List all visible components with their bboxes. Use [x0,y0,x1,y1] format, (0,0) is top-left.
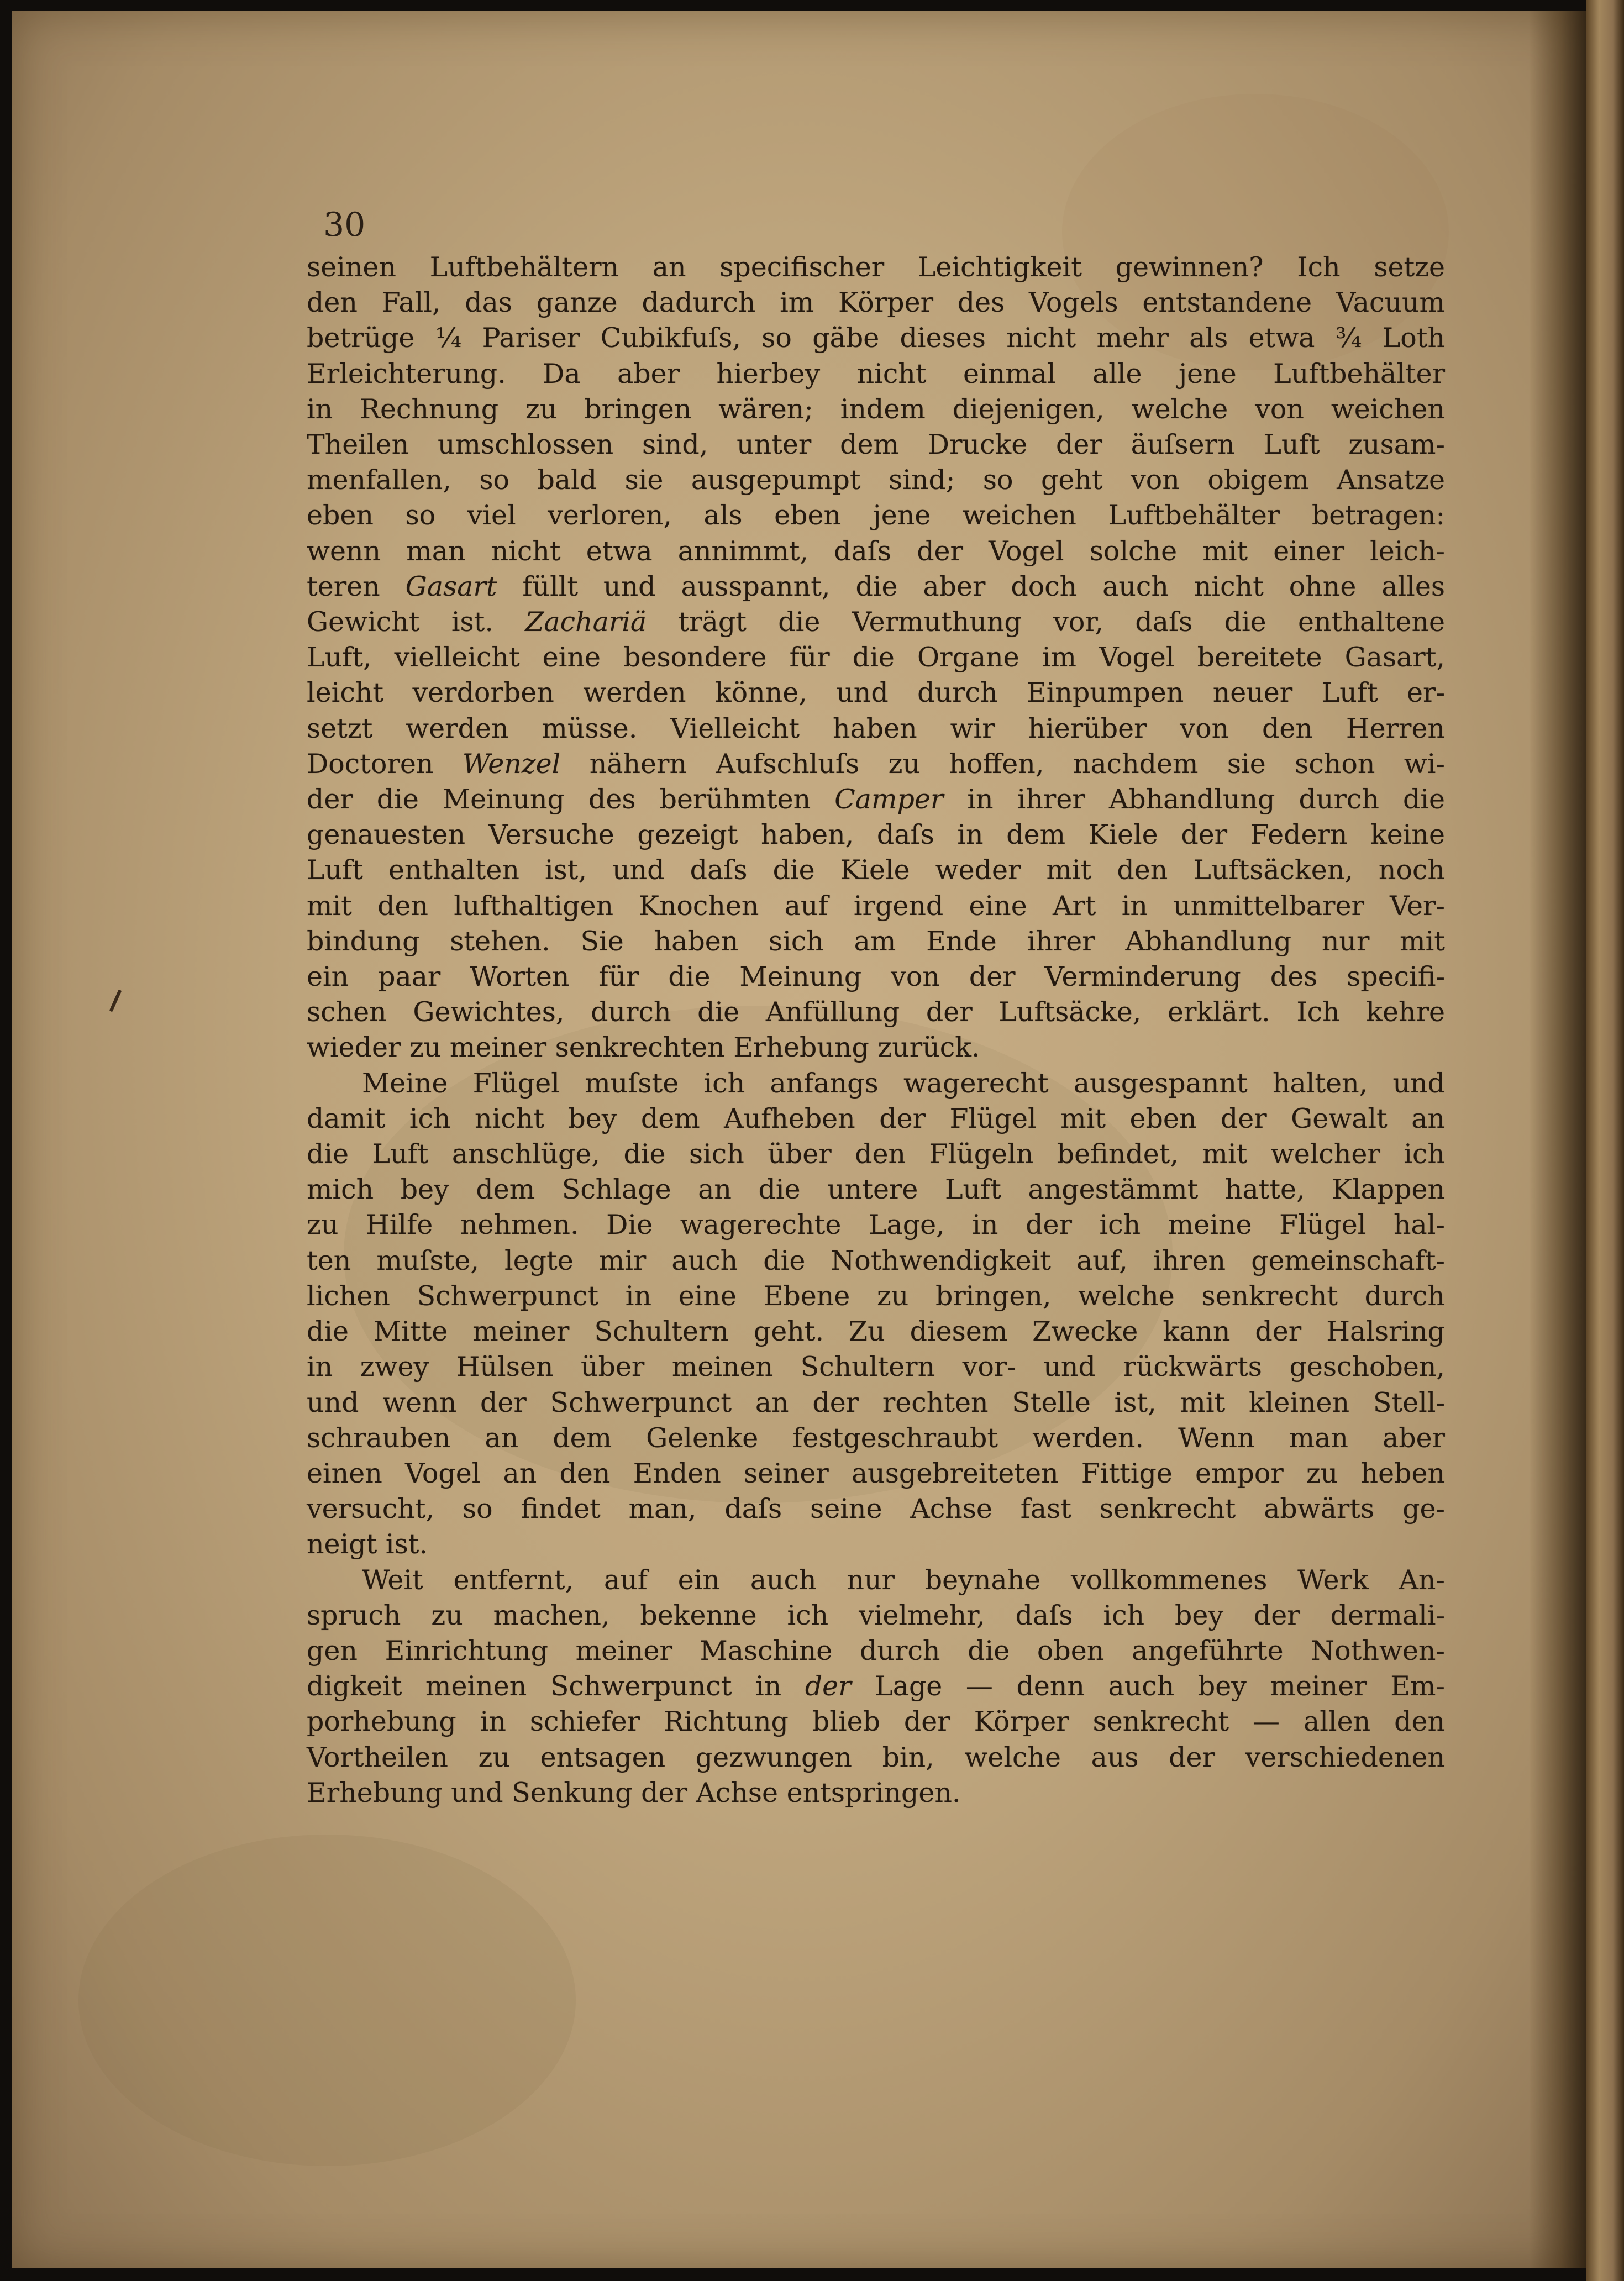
text-segment: teren [307,570,406,602]
text-segment: damit ich nicht bey dem Aufheben der Flügel mit eben der Gewalt an [307,1102,1445,1134]
text-line [307,534,1445,569]
text-segment: bindung stehen. Sie haben sich am Ende ihrer Abhandlung nur mit [307,925,1445,957]
text-line [307,817,1445,853]
text-line [307,569,1445,605]
text-line [307,1563,1445,1598]
text-line [307,1137,1445,1172]
text-segment: füllt und ausspannt, die aber doch auch nicht ohne alles [497,570,1445,602]
text-line [307,1243,1445,1279]
body-text [307,250,1445,1811]
text-line [307,1775,1445,1811]
text-segment: gen Einrichtung meiner Maschine durch die oben angeführte Nothwen- [307,1634,1445,1667]
text-line [307,1101,1445,1137]
text-segment: wenn man nicht etwa annimmt, daſs der Vogel solche mit einer leich- [307,535,1445,567]
text-segment: porhebung in schiefer Richtung blieb der Körper senkrecht — allen den [307,1706,1445,1738]
text-segment: neigt ist. [307,1528,428,1560]
text-segment: in ihrer Abhandlung durch die [943,784,1446,816]
text-line [307,250,1445,285]
text-line [307,1491,1445,1527]
text-line [307,1385,1445,1421]
text-line [307,320,1445,356]
text-segment: Vortheilen zu entsagen gezwungen bin, welche aus der verschiedenen [307,1741,1445,1773]
italic-name: Gasart [405,570,497,602]
text-segment: Meine Flügel muſste ich anfangs wagerecht ausgespannt halten, und [362,1067,1445,1099]
text-line [307,1349,1445,1385]
text-line [307,1527,1445,1562]
text-segment: Weit entfernt, auf ein auch nur beynahe vollkommenes Werk An- [362,1564,1445,1596]
text-line [307,640,1445,675]
text-segment: ten muſste, legte mir auch die Nothwendigkeit auf, ihren gemeinschaft- [307,1244,1445,1276]
text-line [307,1669,1445,1704]
text-segment: menfallen, so bald sie ausgepumpt sind; so geht von obigem Ansatze [307,464,1445,496]
text-line [307,1598,1445,1633]
text-segment: schen Gewichtes, durch die Anfüllung der Luftsäcke, erklärt. Ich kehre [307,996,1445,1028]
text-segment: spruch zu machen, bekenne ich vielmehr, daſs ich bey der dermali- [307,1599,1445,1631]
text-segment: wieder zu meiner senkrechten Erhebung zurück. [307,1032,980,1064]
text-line [307,427,1445,462]
text-line [307,392,1445,427]
text-line [307,782,1445,817]
text-line [307,675,1445,711]
text-line [307,959,1445,995]
text-segment: ein paar Worten für die Meinung von der Verminderung des specifi- [307,961,1445,993]
text-line [307,1456,1445,1491]
page-number: 30 [323,206,366,244]
text-line [307,462,1445,498]
text-segment: Luft, vielleicht eine besondere für die Organe im Vogel bereitete Gasart, [307,642,1445,674]
text-line [307,605,1445,640]
text-line [307,1030,1445,1065]
text-segment: Doctoren [307,748,463,780]
text-segment: digkeit meinen Schwerpunct in [307,1670,805,1702]
text-line [307,1314,1445,1349]
text-segment: die Mitte meiner Schultern geht. Zu diesem Zwecke kann der Halsring [307,1316,1445,1348]
text-segment: eben so viel verloren, als eben jene weichen Luftbehälter betragen: [307,500,1445,532]
text-segment: zu Hilfe nehmen. Die wagerechte Lage, in der ich meine Flügel hal- [307,1209,1445,1241]
text-line [307,747,1445,782]
text-segment: die Luft anschlüge, die sich über den Flügeln befindet, mit welcher ich [307,1138,1445,1170]
text-line [307,1207,1445,1243]
text-line [307,924,1445,959]
text-segment: in Rechnung zu bringen wären; indem diejenigen, welche von weichen [307,393,1445,425]
text-segment: schrauben an dem Gelenke festgeschraubt werden. Wenn man aber [307,1422,1445,1454]
text-segment: lichen Schwerpunct in eine Ebene zu bringen, welche senkrecht durch [307,1280,1445,1312]
italic-name: Wenzel [462,748,561,780]
text-segment: setzt werden müsse. Vielleicht haben wir hierüber von den Herren [307,712,1445,744]
text-line [307,1421,1445,1456]
text-segment: trägt die Vermuthung vor, daſs die enthaltene [647,606,1445,638]
italic-name: Zachariä [525,606,647,638]
text-segment: genauesten Versuche gezeigt haben, daſs in dem Kiele der Federn keine [307,819,1445,851]
paper-stain [78,1835,576,2166]
text-segment: Gewicht ist. [307,606,525,638]
italic-name: Camper [834,784,944,816]
text-segment: der die Meinung des berühmten [307,784,835,816]
text-segment: Erhebung und Senkung der Achse entspringen. [307,1777,961,1809]
text-line [307,1066,1445,1101]
text-line [307,1704,1445,1739]
text-segment: in zwey Hülsen über meinen Schultern vor- und rückwärts geschoben, [307,1351,1445,1383]
text-line [307,285,1445,320]
text-segment: leicht verdorben werden könne, und durch Einpumpen neuer Luft er- [307,677,1445,709]
text-segment: Lage — denn auch bey meiner Em- [851,1670,1445,1702]
text-segment: mich bey dem Schlage an die untere Luft angestämmt hatte, Klappen [307,1174,1445,1206]
text-segment: Luft enthalten ist, und daſs die Kiele weder mit den Luftsäcken, noch [307,854,1445,886]
text-line [307,889,1445,924]
text-line [307,711,1445,747]
next-page-edge [1586,0,1624,2281]
text-segment: versucht, so findet man, daſs seine Achse fast senkrecht abwärts ge- [307,1493,1445,1525]
text-segment: den Fall, das ganze dadurch im Körper des Vogels entstandene Vacuum [307,287,1445,319]
text-line [307,1172,1445,1207]
gutter-shadow [1529,11,1586,2268]
text-segment: Theilen umschlossen sind, unter dem Drucke der äuſsern Luft zusam- [307,429,1445,461]
text-segment: und wenn der Schwerpunct an der rechten Stelle ist, mit kleinen Stell- [307,1386,1445,1418]
text-line [307,1633,1445,1669]
text-segment: betrüge ¼ Pariser Cubikfuſs, so gäbe dieses nicht mehr als etwa ¾ Loth [307,322,1445,354]
text-line [307,853,1445,888]
text-line [307,356,1445,392]
text-line [307,995,1445,1030]
text-line [307,1740,1445,1775]
text-segment: Erleichterung. Da aber hierbey nicht einmal alle jene Luftbehälter [307,358,1445,390]
text-segment: seinen Luftbehältern an specifischer Leichtigkeit gewinnen? Ich setze [307,251,1445,283]
text-line [307,498,1445,533]
text-segment: nähern Aufschluſs zu hoffen, nachdem sie schon wi- [560,748,1445,780]
text-segment: einen Vogel an den Enden seiner ausgebreiteten Fittige empor zu heben [307,1457,1445,1489]
italic-name: der [805,1670,852,1702]
text-segment: mit den lufthaltigen Knochen auf irgend eine Art in unmittelbarer Ver- [307,890,1445,922]
text-line [307,1279,1445,1314]
